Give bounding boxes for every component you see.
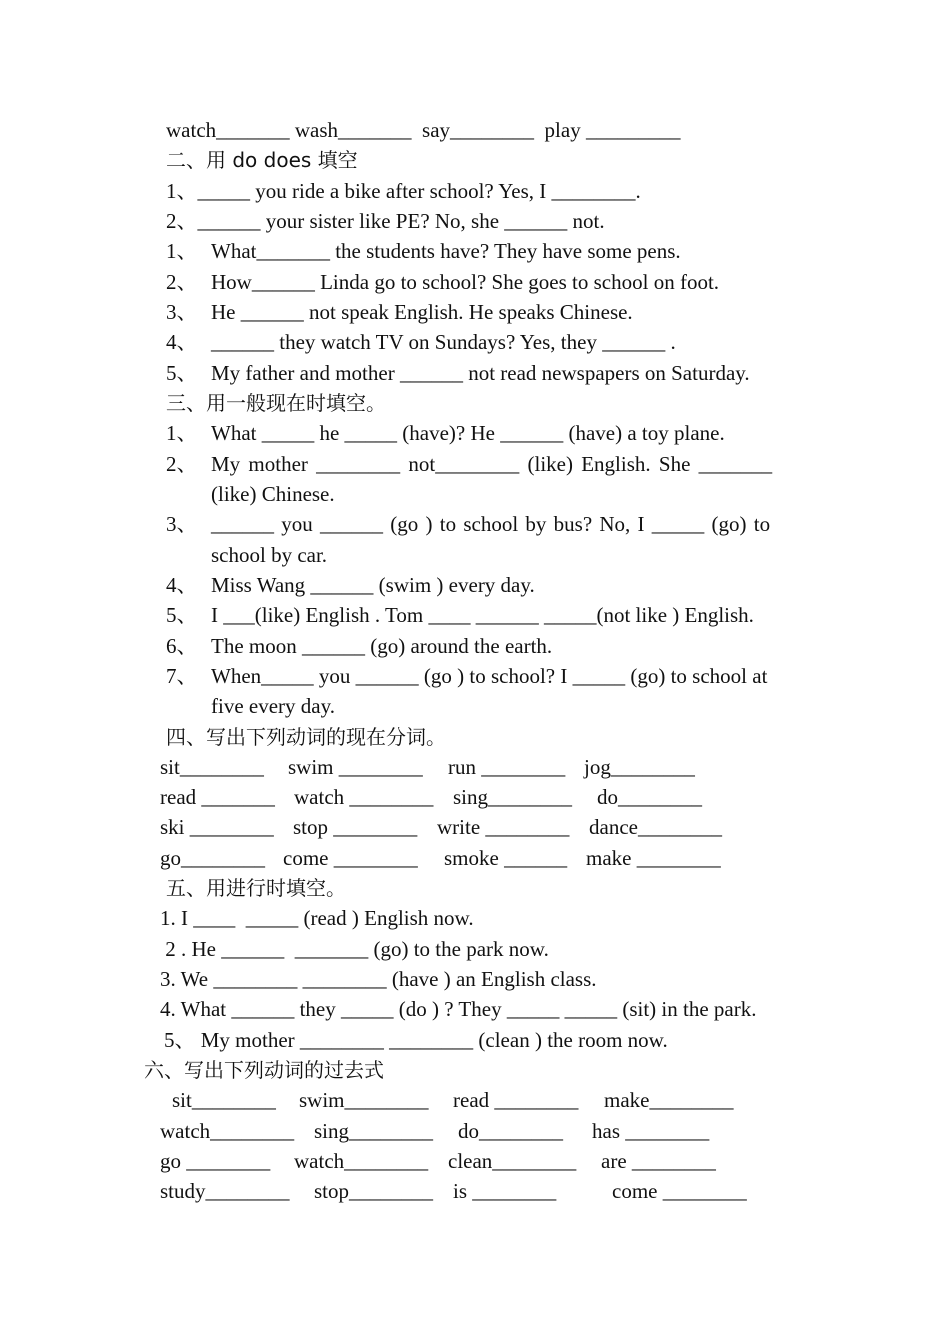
verb-cell: come ________ [283,846,418,870]
verb-cell: sing________ [453,785,573,809]
item-text: How______ Linda go to school? She goes to school on foot. [211,270,720,294]
item-text: _____ you ride a bike after school? Yes, I ________. [197,179,641,203]
item-number: 2、 [166,452,198,476]
exercise-item: 2 . He ______ _______ (go) to the park now. [160,937,549,961]
item-text: ______ you ______ (go ) to school by bus? No, I _____ (go) to [211,512,771,536]
verb-cell: swim ________ [288,755,423,779]
item-text: My mother ________ not________ (like) English. She _______ [211,452,773,476]
section-heading-present-participle: 四、写出下列动词的现在分词。 [166,725,446,749]
verb-cell: has ________ [592,1119,710,1143]
verb-cell: dance________ [589,815,722,839]
verb-cell: study________ [160,1179,290,1203]
verb-cell: read ________ [453,1088,579,1112]
verb-cell: make________ [604,1088,734,1112]
verb-cell: go ________ [160,1149,271,1173]
item-text: I ___(like) English . Tom ____ ______ _____(not like ) English. [211,603,754,627]
verb-cell: make ________ [586,846,721,870]
item-text: ______ your sister like PE? No, she ______ not. [197,209,605,233]
exercise-item [166,209,605,233]
item-text-continued: five every day. [211,694,335,718]
item-number: 1、 [166,179,198,203]
verb-cell: run ________ [448,755,566,779]
verb-cell: jog________ [584,755,695,779]
section-heading-do-does: 二、用 do does 填空 [166,148,358,172]
item-number: 3、 [166,512,198,536]
verb-cell: watch________ [294,1149,429,1173]
item-number: 1、 [166,239,198,263]
verb-cell: is ________ [453,1179,557,1203]
item-text-continued: school by car. [211,543,328,567]
verb-cell: smoke ______ [444,846,568,870]
item-text: ______ they watch TV on Sundays? Yes, they ______ . [211,330,676,354]
item-number: 6、 [166,634,198,658]
verb-cell: sing________ [314,1119,434,1143]
item-number: 2、 [166,209,198,233]
verb-row-top: watch_______ wash_______ say________ play _________ [166,118,681,142]
item-text: He ______ not speak English. He speaks Chinese. [211,300,633,324]
item-number: 4、 [166,573,198,597]
verb-cell: ski ________ [160,815,274,839]
section-heading-progressive: 五、用进行时填空。 [166,876,346,900]
verb-cell: do________ [458,1119,563,1143]
item-text: The moon ______ (go) around the earth. [211,634,553,658]
verb-cell: clean________ [448,1149,577,1173]
verb-cell: are ________ [601,1149,716,1173]
item-text: Miss Wang ______ (swim ) every day. [211,573,535,597]
item-number: 4、 [166,330,198,354]
item-text-continued: (like) Chinese. [211,482,335,506]
verb-cell: go________ [160,846,265,870]
item-number: 5、 [166,361,198,385]
item-number: 5、 [166,603,198,627]
exercise-item: 5、 My mother ________ ________ (clean ) the room now. [164,1028,668,1052]
verb-cell: stop ________ [293,815,418,839]
item-number: 2、 [166,270,198,294]
item-text: When_____ you ______ (go ) to school? I _____ (go) to school at [211,664,768,688]
verb-cell: watch ________ [294,785,434,809]
item-text: My father and mother ______ not read newspapers on Saturday. [211,361,750,385]
exercise-item: 1. I ____ _____ (read ) English now. [160,906,474,930]
item-text: What_______ the students have? They have some pens. [211,239,681,263]
verb-cell: watch________ [160,1119,295,1143]
item-number: 1、 [166,421,198,445]
exercise-item: 4. What ______ they _____ (do ) ? They _____ _____ (sit) in the park. [160,997,757,1021]
section-heading-past-tense: 六、写出下列动词的过去式 [144,1058,384,1082]
verb-cell: sit________ [172,1088,276,1112]
verb-cell: write ________ [437,815,570,839]
exercise-item: 3. We ________ ________ (have ) an English class. [160,967,597,991]
item-number: 7、 [166,664,198,688]
verb-cell: stop________ [314,1179,434,1203]
item-text: What _____ he _____ (have)? He ______ (have) a toy plane. [211,421,725,445]
verb-cell: come ________ [612,1179,747,1203]
item-number: 3、 [166,300,198,324]
verb-cell: do________ [597,785,702,809]
section-heading-simple-present: 三、用一般现在时填空。 [166,391,386,415]
verb-cell: read _______ [160,785,275,809]
exercise-item [166,179,641,203]
verb-cell: swim________ [299,1088,429,1112]
verb-cell: sit________ [160,755,264,779]
